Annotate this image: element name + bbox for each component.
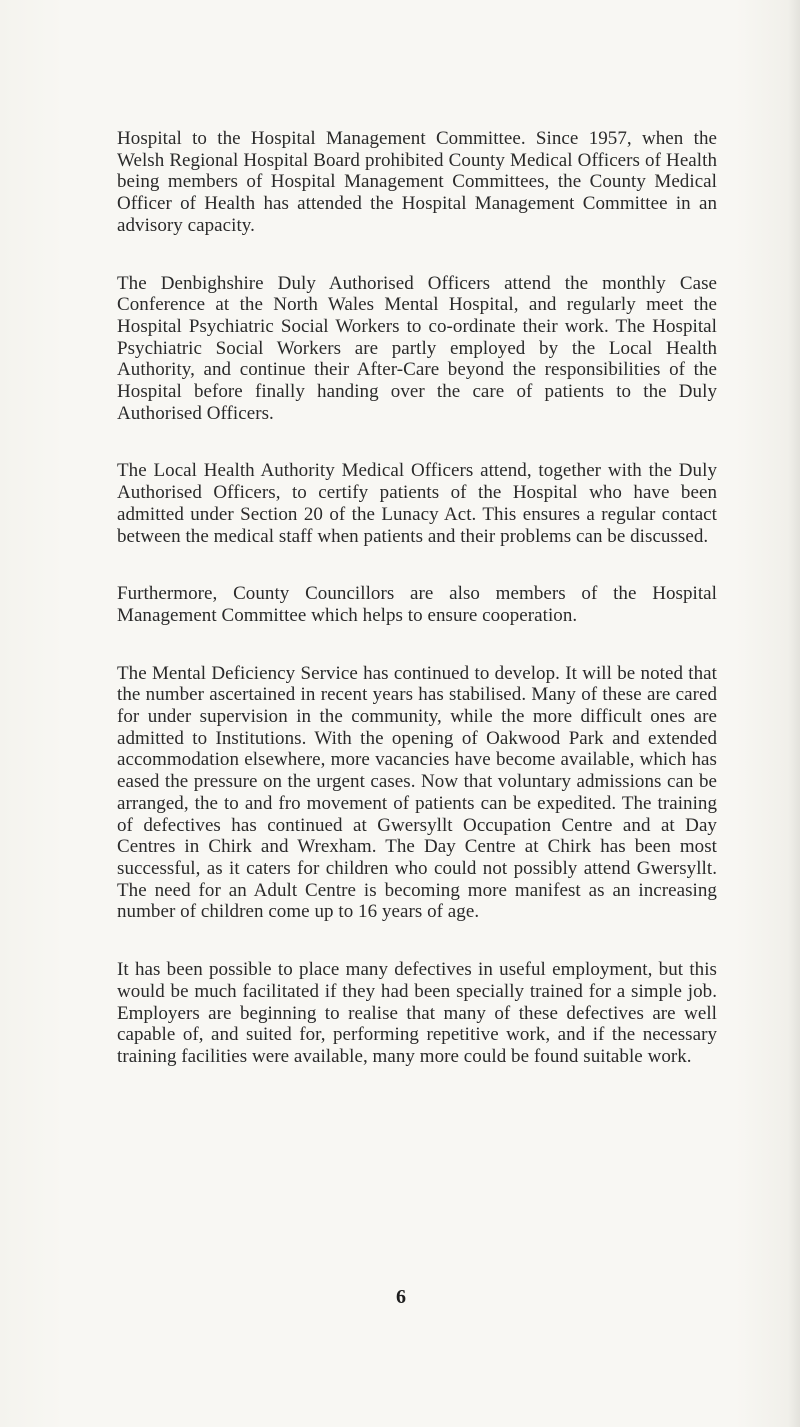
page-edge-shadow (788, 0, 800, 1427)
paragraph-medical-officers: The Local Health Authority Medical Officers attend, together with the Duly Authorised Officers, to certify patients of the Hospital who have been admitted under Section 20 of the Lunacy Act. This ensures a regular contact between the medical staff when patients and their problems can be discussed. (117, 460, 717, 547)
body-text (117, 128, 717, 1104)
paragraph-mental-deficiency-service: The Mental Deficiency Service has continued to develop. It will be noted that the number ascertained in recent years has stabilised. Many of these are cared for under supervision in the community, while the more difficult ones are admitted to Institutions. With the opening of Oakwood Park and extended accommodation elsewhere, more vacancies have become available, which has eased the pressure on the urgent cases. Now that voluntary admissions can be arranged, the to and fro movement of patients can be expedited. The training of defectives has continued at Gwersyllt Occupation Centre and at Day Centres in Chirk and Wrexham. The Day Centre at Chirk has been most successful, as it caters for children who could not possibly attend Gwersyllt. The need for an Adult Centre is becoming more manifest as an increasing number of children come up to 16 years of age. (117, 662, 717, 923)
page-number: 6 (396, 1286, 406, 1308)
paragraph-duly-authorised-officers: The Denbighshire Duly Authorised Officers attend the monthly Case Conference at the North Wales Mental Hospital, and regularly meet the Hospital Psychiatric Social Workers to co-ordinate their work. The Hospital Psychiatric Social Workers are partly employed by the Local Health Authority, and continue their After-Care beyond the responsibilities of the Hospital before finally handing over the care of patients to the Duly Authorised Officers. (117, 272, 717, 424)
paragraph-employment: It has been possible to place many defectives in useful employment, but this would be much facilitated if they had been specially trained for a simple job. Employers are beginning to realise that many of these defectives are well capable of, and suited for, performing repetitive work, and if the necessary training facilities were available, many more could be found suitable work. (117, 959, 717, 1067)
paragraph-hospital-committee: Hospital to the Hospital Management Committee. Since 1957, when the Welsh Regional Hospital Board prohibited County Medical Officers of Health being members of Hospital Management Committees, the County Medical Officer of Health has attended the Hospital Management Committee in an advisory capacity. (117, 128, 717, 236)
paragraph-county-councillors: Furthermore, County Councillors are also members of the Hospital Management Committee which helps to ensure cooperation. (117, 583, 717, 626)
